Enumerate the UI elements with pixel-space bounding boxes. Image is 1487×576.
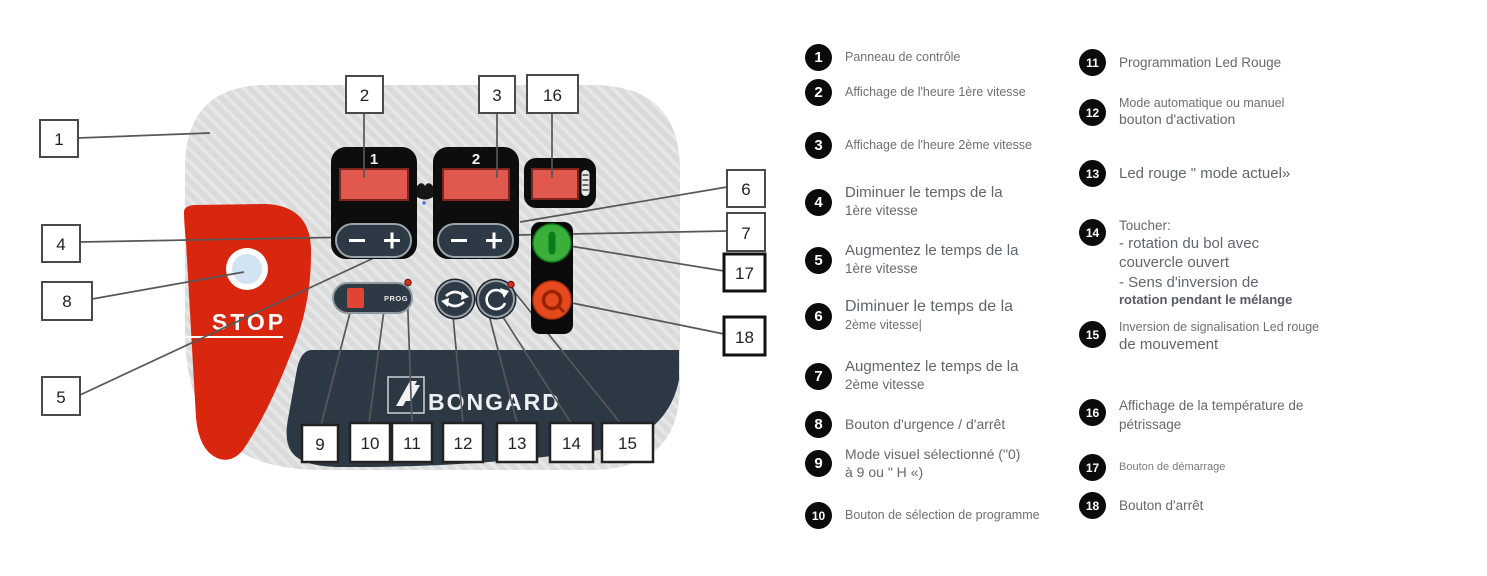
- start-button-bar-icon: [549, 232, 556, 255]
- legend-line: Inversion de signalisation Led rouge: [1119, 320, 1320, 334]
- stop-text: STOP: [211, 309, 287, 335]
- bowl-icon-dot: [422, 201, 425, 204]
- auto-manual-button-face: [437, 281, 473, 317]
- callout-box-2-label: 2: [359, 86, 370, 105]
- legend-line: - rotation du bol avec: [1119, 235, 1260, 253]
- legend-line: de mouvement: [1119, 336, 1219, 353]
- prog-label: PROG: [384, 294, 409, 303]
- callout-box-16-label: 16: [543, 86, 562, 105]
- legend-line: 1ère vitesse: [845, 203, 918, 219]
- program-mode-icon: [347, 288, 364, 308]
- legend-line: Programmation Led Rouge: [1119, 55, 1282, 70]
- stop-button: [533, 281, 571, 319]
- brand-text: BONGARD: [428, 389, 561, 415]
- legend-line: 2ème vitesse|: [845, 318, 922, 333]
- callout-box-5-label: 5: [56, 388, 66, 407]
- legend-number-badge: 8: [805, 411, 832, 438]
- legend-line: Affichage de l'heure 1ère vitesse: [845, 85, 1026, 99]
- legend-number-badge: 1: [805, 44, 832, 71]
- callout-box-3-label: 3: [492, 86, 502, 105]
- legend-item-2: [805, 79, 1026, 106]
- temperature-display: [532, 169, 578, 199]
- legend-item-15: [1079, 319, 1319, 354]
- legend-line: Mode visuel sélectionné ("0): [845, 446, 1021, 462]
- legend-line: Panneau de contrôle: [845, 50, 961, 64]
- legend-item-9: [805, 446, 1020, 482]
- callout-box-10-label: 10: [360, 434, 380, 453]
- speed1-time-display: [340, 169, 408, 200]
- legend-number-badge: 13: [1079, 160, 1106, 187]
- legend-line: Diminuer le temps de la: [845, 298, 1014, 315]
- legend-item-4: [805, 183, 1003, 219]
- legend-line: Mode automatique ou manuel: [1119, 96, 1285, 110]
- legend-item-6: [805, 297, 1013, 333]
- legend-line: Augmentez le temps de la: [845, 242, 1019, 259]
- callout-box-4-label: 4: [56, 235, 66, 254]
- callout-box-8-label: 8: [62, 292, 72, 311]
- legend-line: Led rouge " mode actuel»: [1119, 165, 1291, 182]
- legend-line: Affichage de l'heure 2ème vitesse: [845, 138, 1032, 152]
- callout-box-9-label: 9: [315, 435, 325, 454]
- legend-number-badge: 3: [805, 132, 832, 159]
- module-2-label: 2: [471, 151, 481, 168]
- legend-line: - Sens d'inversion de: [1119, 273, 1259, 291]
- speed2-time-display: [443, 169, 509, 200]
- callout-box-17-label: 17: [735, 264, 754, 283]
- legend-line: bouton d'activation: [1119, 111, 1236, 127]
- legend-number-badge: 2: [805, 79, 832, 106]
- legend-line: Bouton d'urgence / d'arrêt: [845, 416, 1006, 432]
- legend-line: Bouton de sélection de programme: [845, 508, 1040, 522]
- legend-line: couvercle ouvert: [1119, 254, 1230, 272]
- legend-item-16: [1079, 397, 1303, 437]
- legend-item-11: [1079, 49, 1281, 76]
- legend-line: 2ème vitesse: [845, 377, 925, 393]
- callout-box-6-label: 6: [741, 180, 751, 199]
- legend-line: Diminuer le temps de la: [845, 184, 1003, 201]
- legend-number-badge: 11: [1079, 49, 1106, 76]
- legend-line: 1ère vitesse: [845, 261, 918, 277]
- legend-number-badge: 15: [1079, 321, 1106, 348]
- legend-item-18: [1079, 492, 1203, 519]
- emergency-stop-button-center: [232, 254, 262, 284]
- programming-led: [405, 279, 411, 285]
- legend-number-badge: 12: [1079, 99, 1106, 126]
- legend-item-7: [805, 357, 1018, 393]
- legend-number-badge: 18: [1079, 492, 1106, 519]
- legend-number-badge: 17: [1079, 454, 1106, 481]
- legend-line: rotation pendant le mélange: [1119, 291, 1293, 307]
- legend-number-badge: 9: [805, 450, 832, 477]
- legend-item-13: [1079, 160, 1290, 187]
- legend-item-14: [1079, 217, 1292, 308]
- legend-number-badge: 16: [1079, 399, 1106, 426]
- legend-line: Affichage de la température de: [1119, 398, 1304, 413]
- callout-box-7-label: 7: [741, 224, 751, 243]
- legend-item-5: [805, 241, 1018, 277]
- legend-number-badge: 7: [805, 363, 832, 390]
- legend-item-1: [805, 44, 960, 71]
- callout-box-1-label: 1: [54, 130, 64, 149]
- callout-box-14-label: 14: [562, 434, 581, 453]
- callout-box-18-label: 18: [735, 328, 754, 347]
- legend-line: Toucher:: [1119, 218, 1171, 233]
- movement-led: [508, 281, 514, 287]
- legend-number-badge: 6: [805, 303, 832, 330]
- legend-line: pétrissage: [1119, 417, 1182, 433]
- callout-box-11-label: 11: [403, 434, 421, 453]
- legend-number-badge: 14: [1079, 219, 1106, 246]
- legend-line: Bouton d'arrêt: [1119, 498, 1204, 513]
- callout-box-13-label: 13: [507, 434, 527, 453]
- legend-line: Augmentez le temps de la: [845, 358, 1019, 375]
- legend-item-8: [805, 411, 1005, 438]
- legend-number-badge: 5: [805, 247, 832, 274]
- legend-number-badge: 4: [805, 189, 832, 216]
- legend-item-10: [805, 502, 1040, 529]
- legend-item-3: [805, 132, 1032, 159]
- legend-item-17: [1079, 454, 1225, 481]
- legend-line: Bouton de démarrage: [1119, 461, 1226, 473]
- callout-box-15-label: 15: [618, 434, 637, 453]
- module-1-label: 1: [369, 151, 379, 168]
- callout-box-12-label: 12: [453, 434, 473, 453]
- legend-item-12: [1079, 95, 1284, 129]
- legend-number-badge: 10: [805, 502, 832, 529]
- legend-line: à 9 ou " H «): [845, 463, 924, 480]
- thermometer-icon: [582, 170, 590, 196]
